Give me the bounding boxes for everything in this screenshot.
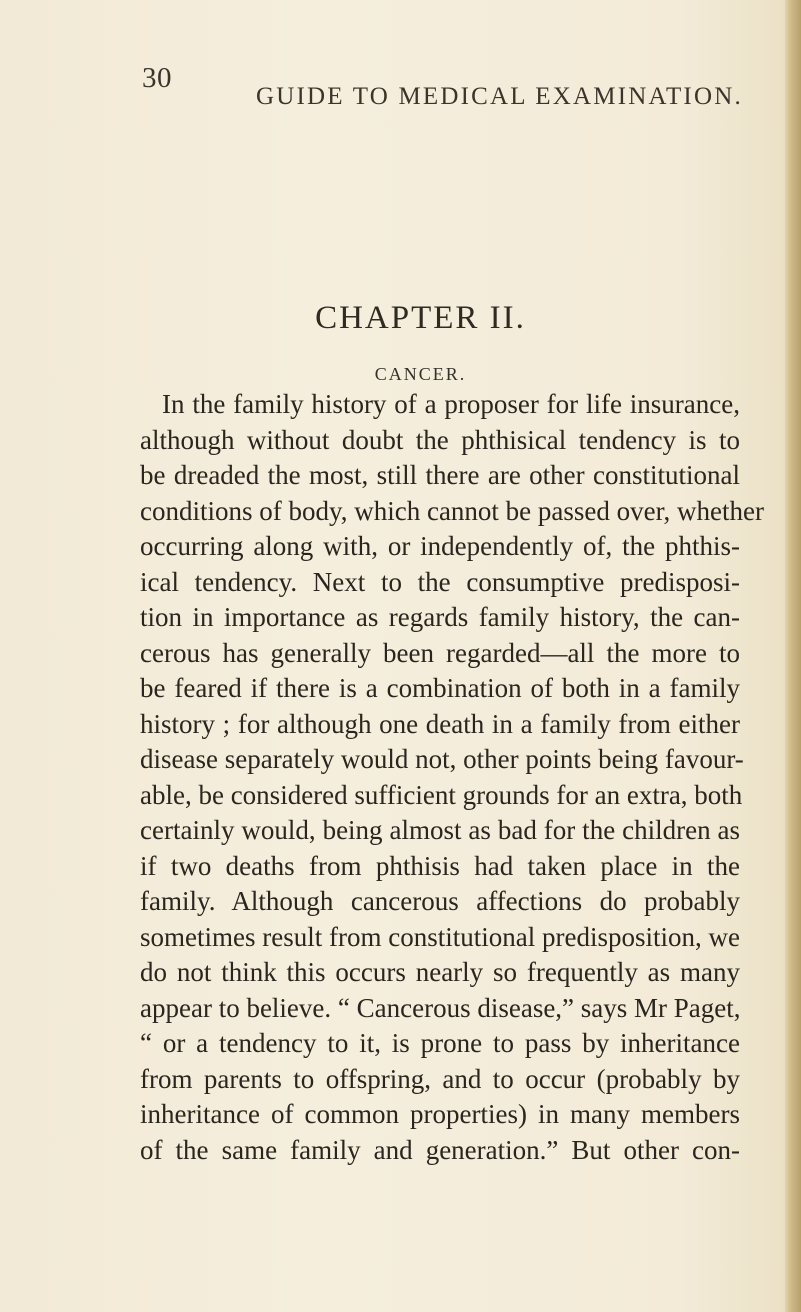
running-title: GUIDE TO MEDICAL EXAMINATION. (256, 83, 743, 110)
text-line: disease separately would not, other points being favour- (140, 744, 744, 774)
text-line: although without doubt the phthisical tendency is to (140, 424, 740, 455)
text-line: be dreaded the most, still there are other constitutional (140, 460, 740, 490)
text-line: able, be considered sufficient grounds for an extra, both (140, 779, 743, 810)
text-line: tion in importance as regards family history, the can- (140, 602, 740, 632)
text-line: of the same family and generation.” But other con- (140, 1134, 740, 1165)
text-line: cerous has generally been regarded—all the more to (140, 637, 740, 668)
text-line: conditions of body, which cannot be passed over, whether (140, 495, 765, 526)
page-edge (785, 0, 801, 1312)
page-number: 30 (142, 62, 172, 94)
text-line: do not think this occurs nearly so frequently as many (140, 957, 740, 987)
body-paragraph (140, 387, 765, 1168)
text-line: certainly would, being almost as bad for the children as (140, 815, 740, 845)
text-line: if two deaths from phthisis had taken place in the (140, 850, 740, 881)
text-line: inheritance of common properties) in many members (140, 1099, 740, 1129)
text-line: appear to believe. “ Cancerous disease,” says Mr Paget, (140, 992, 741, 1023)
text-line: family. Although cancerous affections do probably (140, 886, 740, 916)
text-line: ical tendency. Next to the consumptive predisposi- (140, 566, 740, 597)
text-line: be feared if there is a combination of both in a family (140, 673, 740, 703)
text-line: In the family history of a proposer for life insurance, (162, 389, 740, 419)
text-line: from parents to offspring, and to occur (probably by (140, 1063, 740, 1094)
chapter-title: CHAPTER II. (315, 300, 526, 336)
text-line: “ or a tendency to it, is prone to pass by inheritance (140, 1028, 740, 1058)
chapter-subtitle: CANCER. (374, 364, 467, 384)
text-line: sometimes result from constitutional predisposition, we (140, 921, 740, 952)
text-line: occurring along with, or independently of, the phthis- (140, 531, 740, 561)
text-line: history ; for although one death in a family from either (140, 708, 740, 739)
